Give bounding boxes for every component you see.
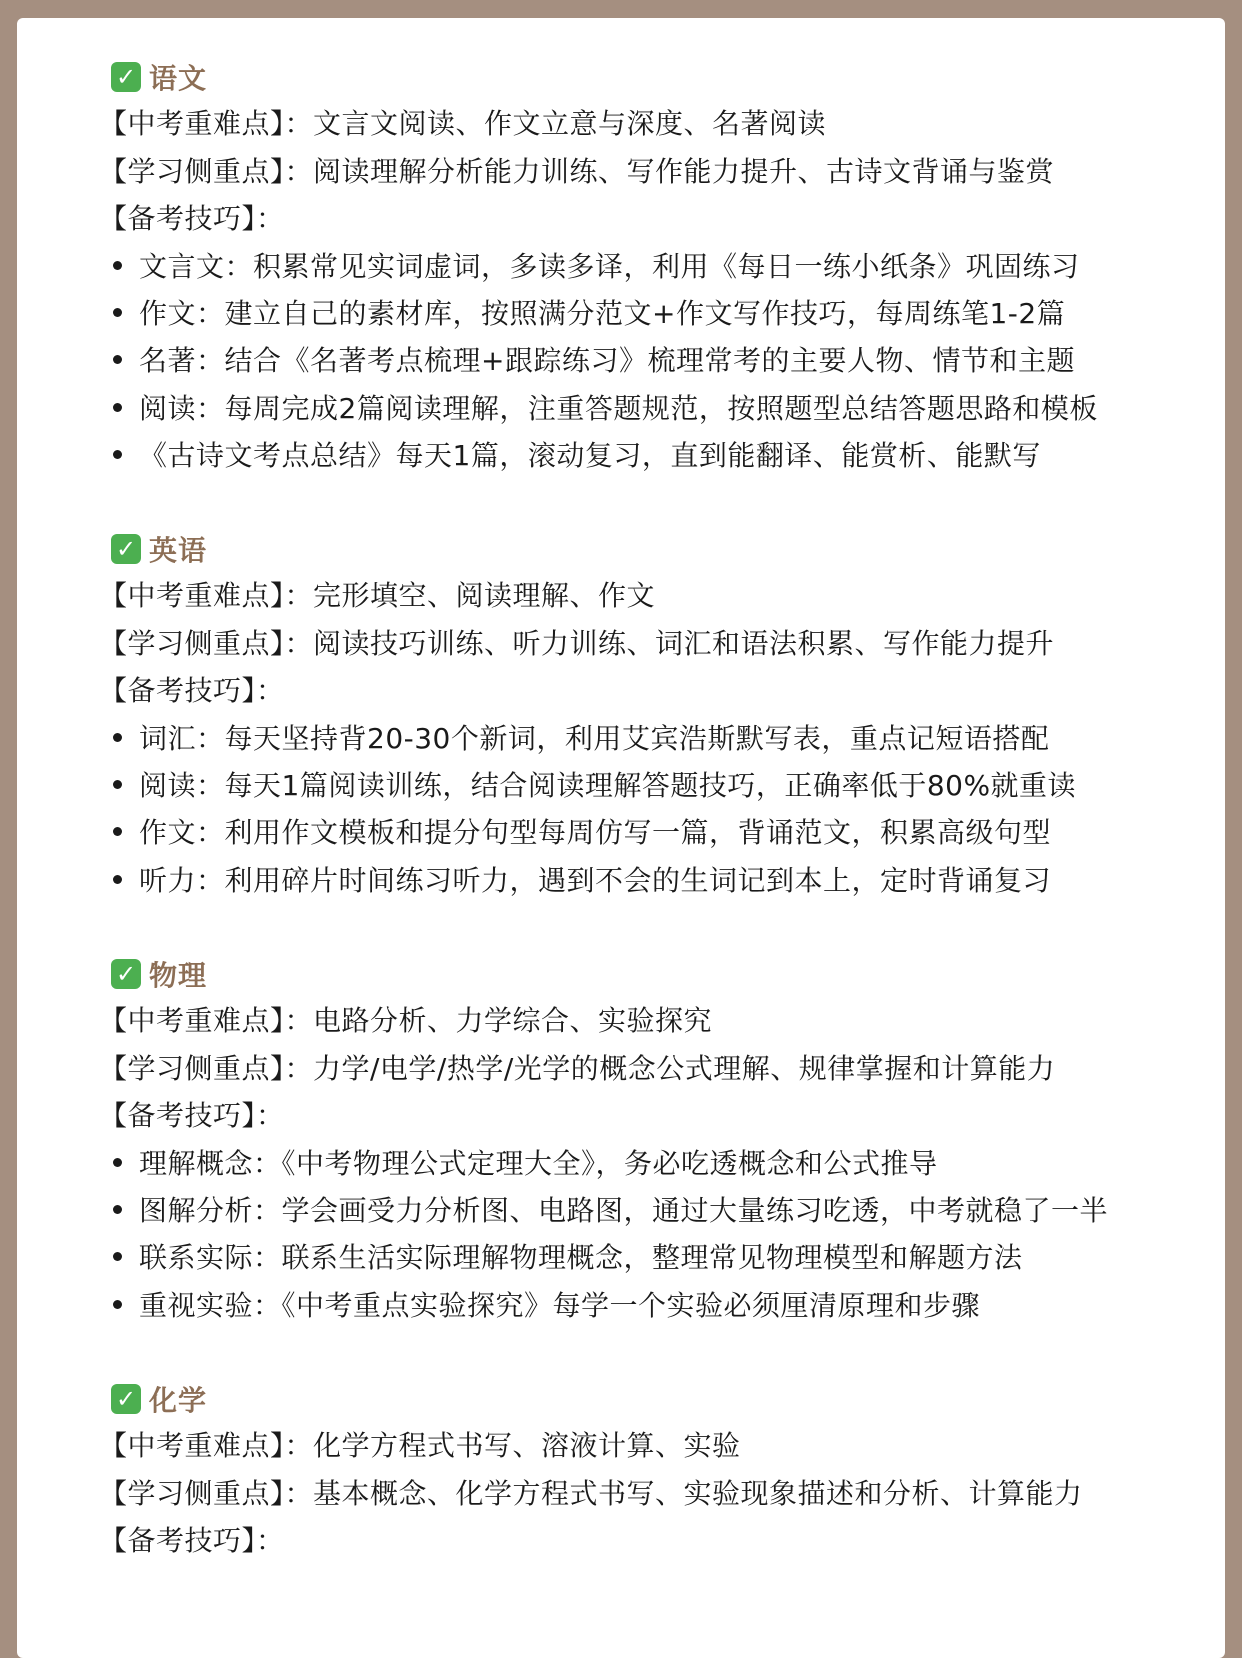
key-points: 【中考重难点】：完形填空、阅读理解、作文 — [99, 579, 656, 612]
tip-item: 作文：建立自己的素材库，按照满分范文+作文写作技巧，每周练笔1-2篇 — [113, 294, 1065, 334]
study-focus: 【学习侧重点】：力学/电学/热学/光学的概念公式理解、规律掌握和计算能力 — [99, 1052, 1056, 1085]
check-mark-icon: ✓ — [111, 1384, 141, 1414]
tips-label: 【备考技巧】： — [99, 202, 285, 235]
check-mark-icon: ✓ — [111, 534, 141, 564]
tip-item: 阅读：每周完成2篇阅读理解，注重答题规范，按照题型总结答题思路和模板 — [113, 389, 1098, 429]
bullet-icon — [113, 875, 122, 884]
section-title: 英语 — [149, 534, 208, 567]
section-title: 物理 — [149, 959, 208, 992]
tip-item: 词汇：每天坚持背20-30个新词，利用艾宾浩斯默写表，重点记短语搭配 — [113, 719, 1049, 759]
check-mark-icon: ✓ — [111, 62, 141, 92]
section-title: 化学 — [149, 1384, 208, 1417]
study-focus: 【学习侧重点】：基本概念、化学方程式书写、实验现象描述和分析、计算能力 — [99, 1477, 1083, 1510]
tip-item: 理解概念：《中考物理公式定理大全》，务必吃透概念和公式推导 — [113, 1144, 938, 1184]
section-heading — [111, 1380, 207, 1418]
bullet-icon — [113, 403, 122, 412]
tip-item: 作文：利用作文模板和提分句型每周仿写一篇，背诵范文，积累高级句型 — [113, 813, 1051, 853]
tip-item: 名著：结合《名著考点梳理+跟踪练习》梳理常考的主要人物、情节和主题 — [113, 341, 1075, 381]
section-heading — [111, 530, 207, 568]
tips-label: 【备考技巧】： — [99, 1524, 285, 1557]
tip-item: 重视实验：《中考重点实验探究》每学一个实验必须厘清原理和步骤 — [113, 1286, 980, 1326]
tip-item: 听力：利用碎片时间练习听力，遇到不会的生词记到本上，定时背诵复习 — [113, 861, 1051, 901]
study-focus: 【学习侧重点】：阅读理解分析能力训练、写作能力提升、古诗文背诵与鉴赏 — [99, 155, 1055, 188]
tip-item: 文言文：积累常见实词虚词，多读多译，利用《每日一练小纸条》巩固练习 — [113, 247, 1080, 287]
document-card — [17, 18, 1225, 1658]
section-heading — [111, 955, 207, 993]
bullet-icon — [113, 450, 122, 459]
bullet-icon — [113, 1300, 122, 1309]
tips-label: 【备考技巧】： — [99, 1099, 285, 1132]
section-title: 语文 — [149, 62, 208, 95]
bullet-icon — [113, 355, 122, 364]
tips-label: 【备考技巧】： — [99, 674, 285, 707]
bullet-icon — [113, 1252, 122, 1261]
tip-item: 联系实际：联系生活实际理解物理概念，整理常见物理模型和解题方法 — [113, 1238, 1023, 1278]
key-points: 【中考重难点】：化学方程式书写、溶液计算、实验 — [99, 1429, 741, 1462]
bullet-icon — [113, 1205, 122, 1214]
bullet-icon — [113, 308, 122, 317]
key-points: 【中考重难点】：文言文阅读、作文立意与深度、名著阅读 — [99, 107, 827, 140]
bullet-icon — [113, 780, 122, 789]
bullet-icon — [113, 1158, 122, 1167]
section-heading — [111, 58, 207, 96]
key-points: 【中考重难点】：电路分析、力学综合、实验探究 — [99, 1004, 713, 1037]
bullet-icon — [113, 733, 122, 742]
tip-item: 图解分析：学会画受力分析图、电路图，通过大量练习吃透，中考就稳了一半 — [113, 1191, 1108, 1231]
bullet-icon — [113, 261, 122, 270]
tip-item: 阅读：每天1篇阅读训练，结合阅读理解答题技巧，正确率低于80%就重读 — [113, 766, 1076, 806]
check-mark-icon: ✓ — [111, 959, 141, 989]
tip-item: 《古诗文考点总结》每天1篇，滚动复习，直到能翻译、能赏析、能默写 — [113, 436, 1041, 476]
bullet-icon — [113, 827, 122, 836]
study-focus: 【学习侧重点】：阅读技巧训练、听力训练、词汇和语法积累、写作能力提升 — [99, 627, 1055, 660]
